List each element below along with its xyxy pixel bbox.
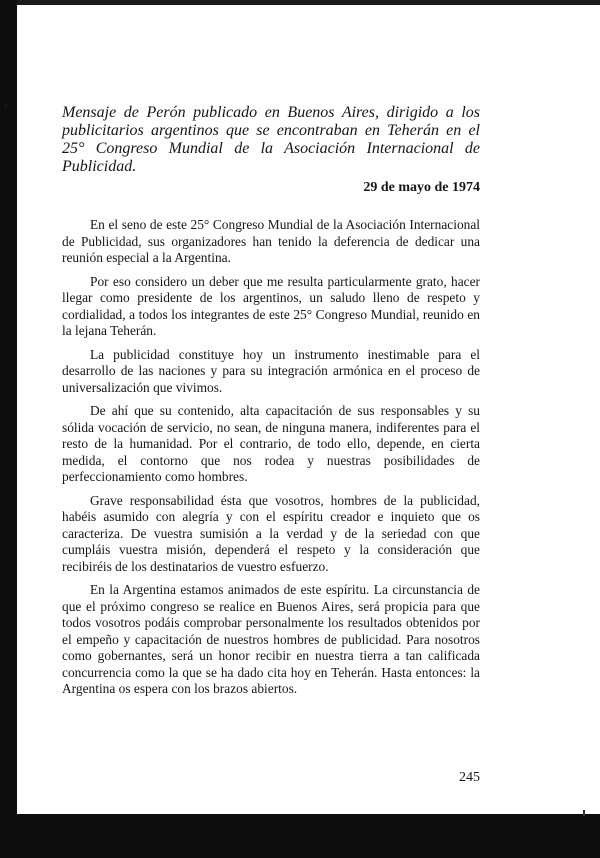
paragraph: Grave responsabilidad ésta que vosotros, hombres de la publicidad, habéis asumido con alegría y con el espíritu creador e inquieto que os caracteriza. De vuestra sumisión a la verdad y de la seriedad con que cumpláis vuestra misión, dependerá el respeto y la consideración que recibiréis de los destinatarios de vuestro esfuerzo. [62, 492, 480, 574]
margin-mark: ¡ [4, 95, 8, 109]
paragraph: Por eso considero un deber que me resulta particularmente grato, hacer llegar como presidente de los argentinos, un saludo lleno de respeto y cordialidad, a todos los integrantes de este 25° Congreso Mundial, reunido en la lejana Teherán. [62, 273, 480, 338]
scan-top-border [17, 0, 600, 5]
paragraph: En el seno de este 25° Congreso Mundial de la Asociación Internacional de Publicidad, sus organizadores han tenido la deferencia de dedicar una reunión especial a la Argentina. [62, 217, 480, 265]
paragraph: En la Argentina estamos animados de este espíritu. La circunstancia de que el próximo congreso se realice en Buenos Aires, será propicia para que todos vosotros podáis comprobar personalmente los resultados obtenidos por el empeño y capacitación de nuestros hombres de publicidad. Para nosotros como gobernantes, será un honor recibir en nuestra tierra a tan calificada concurrencia como la que se ha dado cita hoy en Teherán. Hasta entonces: la Argentina os espera con los brazos abiertos. [62, 582, 480, 696]
paragraph: De ahí que su contenido, alta capacitación de sus responsables y su sólida vocación de servicio, no sean, de ninguna manera, indiferentes para el resto de la humanidad. Por el contrario, de todo ello, depende, en cierta medida, el contorno que nos rodea y nuestras posibilidades de perfeccionamiento como hombres. [62, 403, 480, 484]
document-date: 29 de mayo de 1974 [363, 180, 480, 195]
scan-bottom-border [0, 814, 600, 858]
document-header: Mensaje de Perón publicado en Buenos Aires, dirigido a los publicitarios argentinos que se encontraban en Teherán en el 25° Congreso Mundial de la Asociación Internacional de Publicidad. [62, 104, 480, 175]
document-body [62, 217, 480, 705]
scan-left-border [0, 0, 17, 858]
scan-edge-mark [583, 810, 585, 816]
paragraph: La publicidad constituye hoy un instrumento inestimable para el desarrollo de las naciones y para su integración armónica en el proceso de universalización que vivimos. [62, 346, 480, 395]
page-number: 245 [459, 770, 480, 785]
